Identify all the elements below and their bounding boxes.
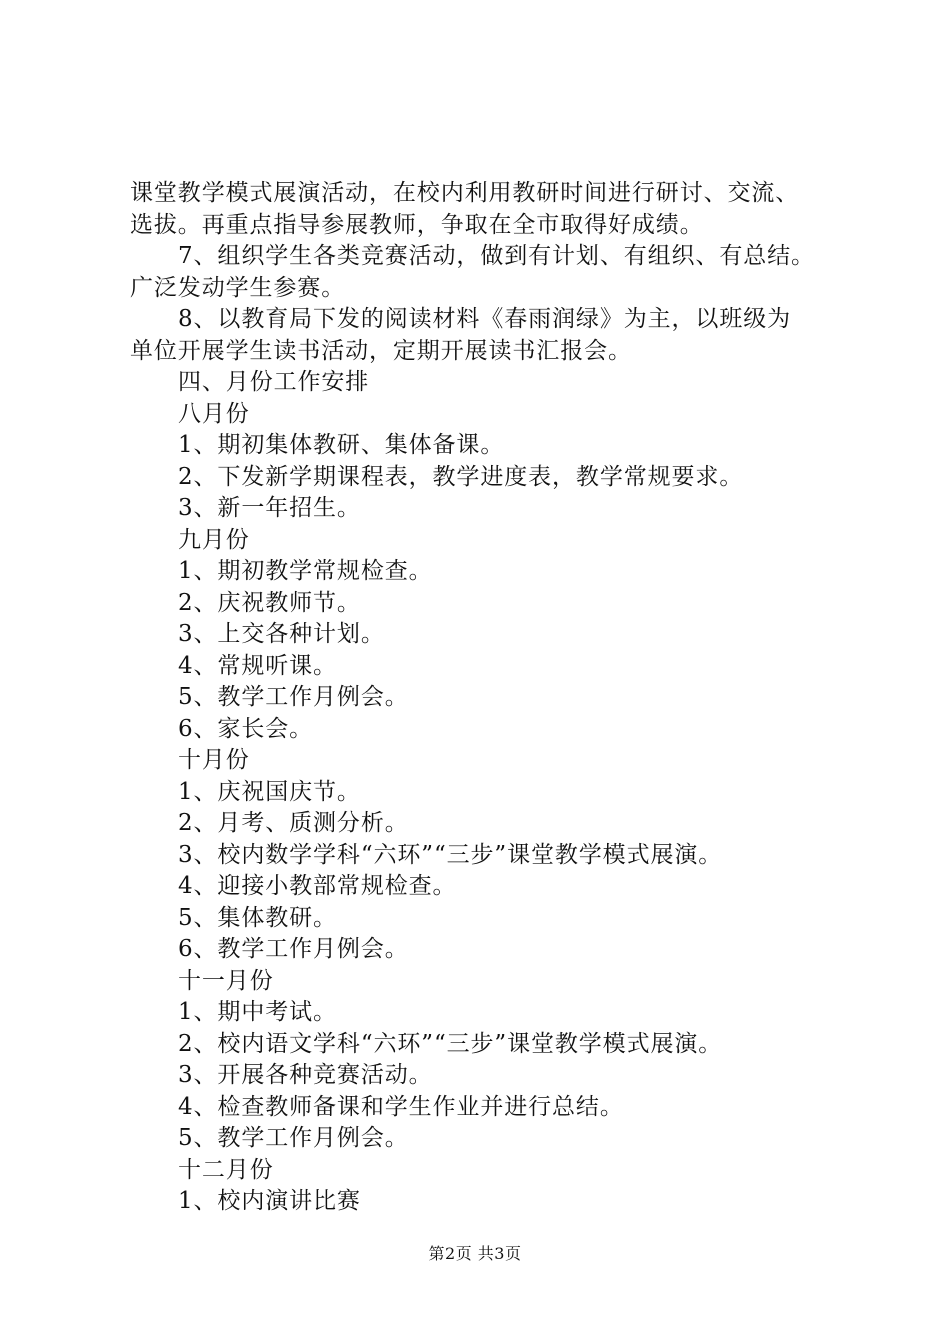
body-text: [130, 178, 850, 1218]
text-line: 5、教学工作月例会。: [178, 1125, 409, 1151]
text-line: 2、庆祝教师节。: [178, 589, 361, 616]
text-line: 6、家长会。: [178, 715, 314, 742]
text-line: 单位开展学生读书活动，定期开展读书汇报会。: [130, 337, 632, 364]
text-line: 2、校内语文学科“六环”“三步”课堂教学模式展演。: [178, 1030, 723, 1057]
text-line: 8、以教育局下发的阅读材料《春雨润绿》为主，以班级为: [178, 306, 792, 332]
text-line: 3、上交各种计划。: [178, 621, 385, 647]
text-line: 十月份: [178, 747, 250, 773]
text-line: 1、庆祝国庆节。: [178, 778, 361, 805]
text-line: 4、常规听课。: [178, 652, 337, 679]
text-line: 6、教学工作月例会。: [178, 936, 409, 962]
text-line: 4、迎接小教部常规检查。: [178, 873, 457, 899]
text-line: 5、教学工作月例会。: [178, 684, 409, 710]
text-line: 八月份: [178, 400, 250, 427]
text-line: 广泛发动学生参赛。: [130, 274, 346, 301]
text-line: 1、期初集体教研、集体备课。: [178, 432, 505, 458]
text-line: 1、期中考试。: [178, 999, 337, 1025]
text-line: 3、开展各种竞赛活动。: [178, 1062, 433, 1088]
text-line: 1、期初教学常规检查。: [178, 558, 433, 584]
text-line: 四、月份工作安排: [178, 369, 370, 395]
text-line: 课堂教学模式展演活动，在校内利用教研时间进行研讨、交流、: [130, 180, 800, 206]
text-line: 7、组织学生各类竞赛活动，做到有计划、有组织、有总结。: [178, 243, 815, 269]
text-line: 九月份: [178, 526, 250, 553]
text-line: 选拔。再重点指导参展教师，争取在全市取得好成绩。: [130, 211, 704, 238]
text-line: 5、集体教研。: [178, 904, 337, 931]
text-line: 2、月考、质测分析。: [178, 810, 409, 836]
text-line: 3、校内数学学科“六环”“三步”课堂教学模式展演。: [178, 841, 723, 868]
text-line: 1、校内演讲比赛: [178, 1188, 361, 1214]
text-line: 2、下发新学期课程表，教学进度表，教学常规要求。: [178, 463, 744, 490]
text-line: 4、检查教师备课和学生作业并进行总结。: [178, 1093, 624, 1120]
page-footer: 第2页 共3页: [428, 1244, 522, 1263]
text-line: 十二月份: [178, 1156, 274, 1183]
text-line: 3、新一年招生。: [178, 495, 361, 521]
text-line: 十一月份: [178, 967, 274, 994]
